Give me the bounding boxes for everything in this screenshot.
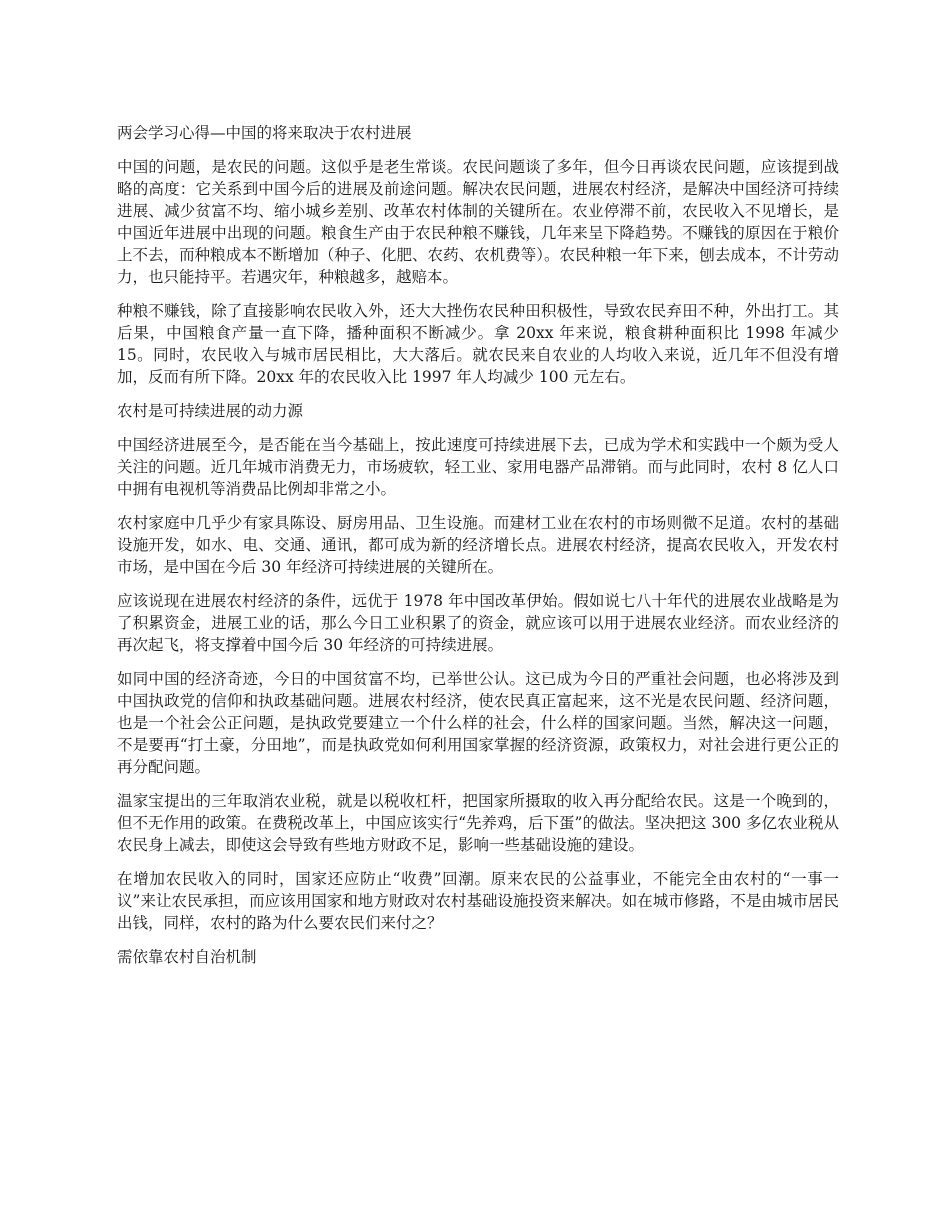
paragraph: 中国经济进展至今，是否能在当今基础上，按此速度可持续进展下去，已成为学术和实践中一个颇为受人关注的问题。近几年城市消费无力，市场疲软，轻工业、家用电器产品滞销。而与此同时，农村 8 亿人口中拥有电视机等消费品比例却非常之小。 (117, 436, 839, 498)
document-page (117, 122, 839, 980)
document-title: 两会学习心得—中国的将来取决于农村进展 (117, 124, 412, 142)
paragraph: 种粮不赚钱，除了直接影响农民收入外，还大大挫伤农民种田积极性，导致农民弃田不种，外出打工。其后果，中国粮食产量一直下降，播种面积不断减少。拿 20xx 年来说，粮食耕种面积比 1998 年减少 15。同时，农民收入与城市居民相比，大大落后。就农民来自农业的人均收入来说，近几年不但没有增加，反而有所下降。20xx 年的农民收入比 1997 年人均减少 100 元左右。 (117, 302, 839, 386)
paragraph: 农村家庭中几乎少有家具陈设、厨房用品、卫生设施。而建材工业在农村的市场则微不足道。农村的基础设施开发，如水、电、交通、通讯，都可成为新的经济增长点。进展农村经济，提高农民收入，开发农村市场，是中国在今后 30 年经济可持续进展的关键所在。 (117, 514, 839, 576)
section-heading: 需依靠农村自治机制 (117, 948, 257, 966)
paragraph: 温家宝提出的三年取消农业税，就是以税收杠杆，把国家所摄取的收入再分配给农民。这是一个晚到的，但不无作用的政策。在费税改革上，中国应该实行“先养鸡，后下蛋”的做法。坚决把这 300 多亿农业税从农民身上减去，即使这会导致有些地方财政不足，影响一些基础设施的建设。 (117, 792, 839, 854)
paragraph: 应该说现在进展农村经济的条件，远优于 1978 年中国改革伊始。假如说七八十年代的进展农业战略是为了积累资金，进展工业的话，那么今日工业积累了的资金，就应该可以用于进展农业经济。而农业经济的再次起飞，将支撑着中国今后 30 年经济的可持续进展。 (117, 592, 839, 654)
paragraph: 在增加农民收入的同时，国家还应防止“收费”回潮。原来农民的公益事业，不能完全由农村的“一事一议”来让农民承担，而应该用国家和地方财政对农村基础设施投资来解决。如在城市修路，不是由城市居民出钱，同样，农村的路为什么要农民们来付之？ (117, 870, 839, 932)
paragraph: 如同中国的经济奇迹，今日的中国贫富不均，已举世公认。这已成为今日的严重社会问题，也必将涉及到中国执政党的信仰和执政基础问题。进展农村经济，使农民真正富起来，这不光是农民问题、经济问题，也是一个社会公正问题，是执政党要建立一个什么样的社会，什么样的国家问题。当然，解决这一问题，不是要再“打土豪，分田地”，而是执政党如何利用国家掌握的经济资源，政策权力，对社会进行更公正的再分配问题。 (117, 670, 839, 776)
section-heading: 农村是可持续进展的动力源 (117, 402, 304, 420)
paragraph: 中国的问题，是农民的问题。这似乎是老生常谈。农民问题谈了多年，但今日再谈农民问题，应该提到战略的高度：它关系到中国今后的进展及前途问题。解决农民问题，进展农村经济，是解决中国经济可持续进展、减少贫富不均、缩小城乡差别、改革农村体制的关键所在。农业停滞不前，农民收入不见增长，是中国近年进展中出现的问题。粮食生产由于农民种粮不赚钱，几年来呈下降趋势。不赚钱的原因在于粮价上不去，而种粮成本不断增加（种子、化肥、农药、农机费等）。农民种粮一年下来，刨去成本，不计劳动力，也只能持平。若遇灾年，种粮越多，越赔本。 (117, 158, 839, 286)
